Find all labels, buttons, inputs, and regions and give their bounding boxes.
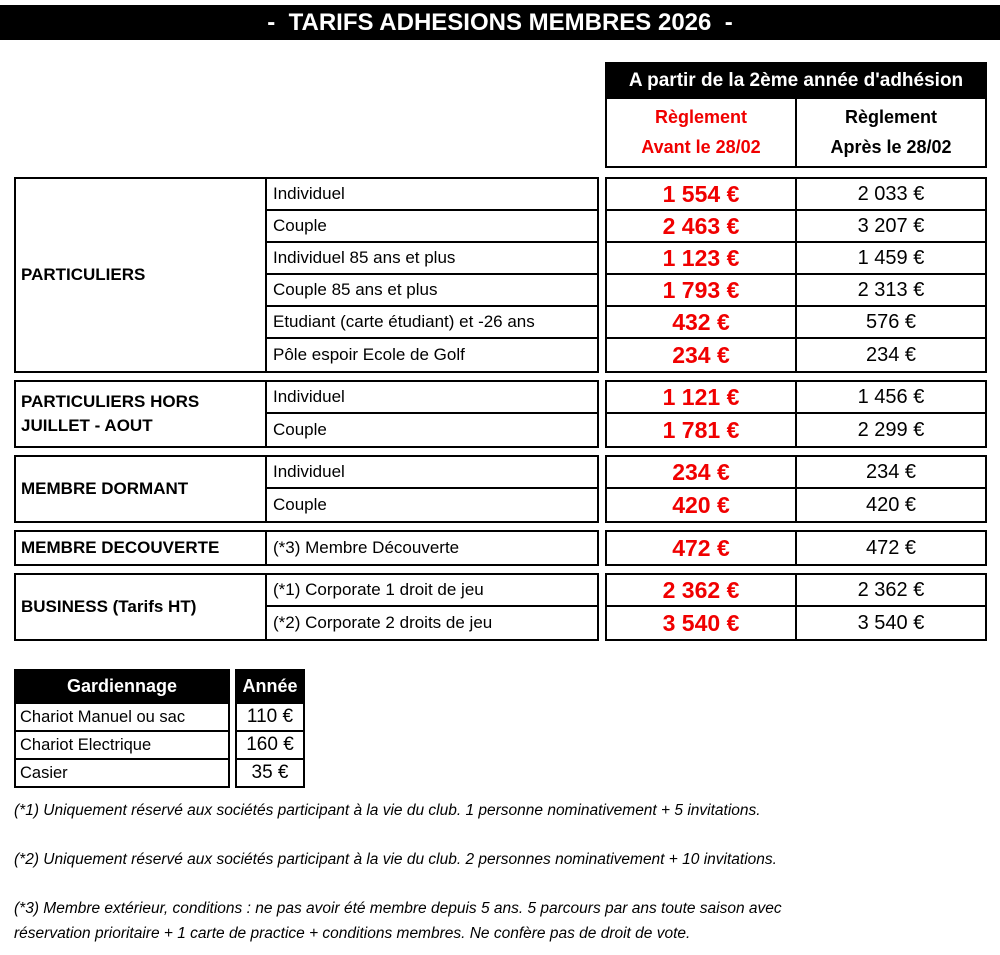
price-before: 1 123 € <box>607 243 795 275</box>
gardiennage-price: 110 € <box>237 702 303 730</box>
item-label: Individuel 85 ans et plus <box>267 243 597 275</box>
category-cell: BUSINESS (Tarifs HT) <box>16 575 267 639</box>
items-column <box>267 532 597 564</box>
items-column <box>267 575 597 639</box>
footnotes <box>14 798 846 946</box>
section-particuliers <box>14 177 1000 373</box>
label-table <box>14 530 599 566</box>
footnote-1: (*1) Uniquement réservé aux sociétés participant à la vie du club. 1 personne nominativement + 5 invitations. <box>14 802 761 819</box>
after-line1: Règlement <box>844 107 938 128</box>
price-column-before <box>607 457 797 521</box>
price-column-before <box>607 382 797 446</box>
item-label: Individuel <box>267 457 597 489</box>
item-label: Individuel <box>267 179 597 211</box>
second-year-banner: A partir de la 2ème année d'adhésion <box>605 62 987 99</box>
after-line2: Après le 28/02 <box>830 136 952 157</box>
price-before: 472 € <box>672 534 730 561</box>
item-label: Individuel <box>267 382 597 414</box>
price-after: 2 299 € <box>857 418 925 441</box>
price-table <box>605 530 987 566</box>
price-after: 472 € <box>865 536 917 559</box>
price-column-after <box>797 532 985 564</box>
pricing-header <box>605 62 987 168</box>
price-after: 2 362 € <box>797 575 985 607</box>
column-header-after <box>797 99 985 166</box>
price-column-before <box>607 532 797 564</box>
price-after: 1 456 € <box>797 382 985 414</box>
footnote-2: (*2) Uniquement réservé aux sociétés participant à la vie du club. 2 personnes nominativement + 10 invitations. <box>14 851 777 868</box>
price-before: 420 € <box>672 491 730 518</box>
items-column <box>267 457 597 521</box>
price-table <box>605 380 987 448</box>
before-line1: Règlement <box>654 107 748 128</box>
items-column <box>267 179 597 371</box>
gardiennage-item: Chariot Manuel ou sac <box>16 702 228 730</box>
price-after: 2 313 € <box>797 275 985 307</box>
gardiennage-table <box>14 669 1000 788</box>
price-after: 234 € <box>797 457 985 489</box>
page-title: - TARIFS ADHESIONS MEMBRES 2026 - <box>267 8 733 36</box>
item-label: Couple <box>273 420 327 439</box>
price-after: 3 540 € <box>857 611 925 634</box>
items-column <box>267 382 597 446</box>
gardiennage-labels <box>14 669 230 788</box>
tariff-sections <box>0 177 1000 641</box>
price-column-before <box>607 575 797 639</box>
price-before: 1 554 € <box>607 179 795 211</box>
price-after: 1 459 € <box>797 243 985 275</box>
price-before: 2 362 € <box>607 575 795 607</box>
item-label: Couple 85 ans et plus <box>267 275 597 307</box>
item-label: (*3) Membre Découverte <box>273 538 460 557</box>
price-table <box>605 573 987 641</box>
category-cell: MEMBRE DORMANT <box>16 457 267 521</box>
item-label: (*2) Corporate 2 droits de jeu <box>273 613 493 632</box>
price-table <box>605 455 987 523</box>
item-label: (*1) Corporate 1 droit de jeu <box>267 575 597 607</box>
price-after: 576 € <box>797 307 985 339</box>
gardiennage-header: Gardiennage <box>16 671 228 702</box>
item-label: Couple <box>267 211 597 243</box>
column-header-before <box>607 99 797 166</box>
price-after: 2 033 € <box>797 179 985 211</box>
label-table <box>14 573 599 641</box>
price-before: 1 121 € <box>607 382 795 414</box>
price-column-before <box>607 179 797 371</box>
gardiennage-price: 160 € <box>237 730 303 758</box>
gardiennage-item: Chariot Electrique <box>16 730 228 758</box>
section-business <box>14 573 1000 641</box>
gardiennage-item: Casier <box>16 758 228 786</box>
category-cell: PARTICULIERS <box>16 179 267 371</box>
price-before: 3 540 € <box>662 609 740 636</box>
gardiennage-price: 35 € <box>237 758 303 786</box>
price-after: 234 € <box>865 343 917 366</box>
price-before: 1 793 € <box>607 275 795 307</box>
label-table <box>14 177 599 373</box>
price-before: 234 € <box>607 457 795 489</box>
price-column-after <box>797 457 985 521</box>
price-table <box>605 177 987 373</box>
category-cell: PARTICULIERS HORS JUILLET - AOUT <box>16 382 267 446</box>
section-membre-dormant <box>14 455 1000 523</box>
price-before: 2 463 € <box>607 211 795 243</box>
before-line2: Avant le 28/02 <box>641 136 761 157</box>
page-title-banner <box>0 5 1000 40</box>
section-membre-decouverte <box>14 530 1000 566</box>
price-after: 3 207 € <box>797 211 985 243</box>
item-label: Pôle espoir Ecole de Golf <box>273 345 465 364</box>
footnote-3: (*3) Membre extérieur, conditions : ne pas avoir été membre depuis 5 ans. 5 parcours par ans toute saison avec réservation prioritaire + 1 carte de practice + conditions membres. Ne confère pas de droit de vote. <box>14 900 782 942</box>
annee-header: Année <box>237 671 303 702</box>
payment-deadline-header <box>605 99 987 168</box>
price-before: 234 € <box>672 341 730 368</box>
price-before: 1 781 € <box>662 416 740 443</box>
item-label: Couple <box>273 495 327 514</box>
category-cell: MEMBRE DECOUVERTE <box>16 532 267 564</box>
label-table <box>14 455 599 523</box>
label-table <box>14 380 599 448</box>
gardiennage-prices <box>235 669 305 788</box>
price-before: 432 € <box>607 307 795 339</box>
item-label: Etudiant (carte étudiant) et -26 ans <box>267 307 597 339</box>
price-column-after <box>797 575 985 639</box>
price-column-after <box>797 382 985 446</box>
price-after: 420 € <box>865 493 917 516</box>
price-column-after <box>797 179 985 371</box>
section-particuliers-hors-juillet-aout <box>14 380 1000 448</box>
